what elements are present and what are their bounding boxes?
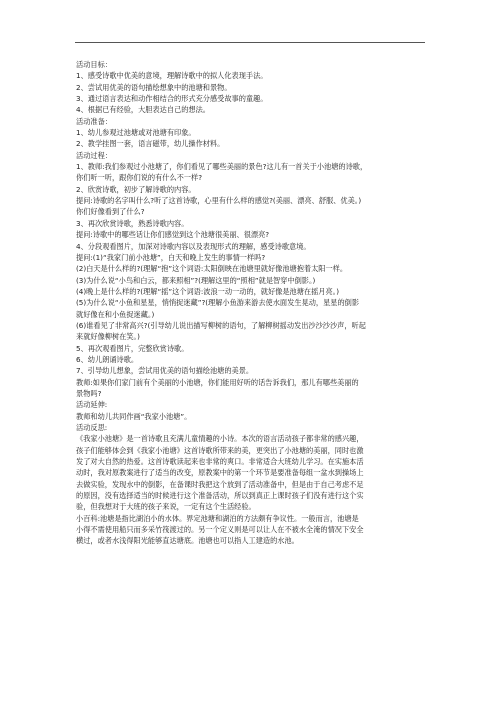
text-line: 活动准备： [76, 116, 112, 126]
text-line: 活动目标： [76, 60, 112, 69]
text-line: 发了对大自然的热爱。这首诗歌读起来也非常的爽口。非常适合大班幼儿学习。在实施本活 [76, 457, 364, 467]
text-line: (3)为什么说“小鸟和白云，都来照相”?(理解这里的“照相”就是智穿中倒影。) [76, 275, 316, 285]
document-body [76, 59, 428, 547]
text-line: 动时，我对原教案进行了适当的改变，原教案中的第一个环节是要准备每组一盆水到操场上 [76, 468, 364, 478]
text-line: 去做实验，发现水中的倒影，在备课时我把这个放到了活动准备中，但是由于自己考虑不足 [76, 479, 364, 489]
text-line: 小百科:池塘是指比湖泊小的水体。界定池塘和湖泊的方法颇有争议性。一般而言，池塘是 [76, 513, 359, 523]
text-line: 1、感受诗歌中优美的意境，理解诗歌中的拟人化表现手法。 [76, 71, 268, 81]
text-line: 横过，或者水浅得阳光能够直达塘底。池塘也可以指人工建造的水池。 [76, 536, 299, 546]
text-line: 4、根据已有经验，大胆表达自己的想法。 [76, 105, 210, 115]
text-line: 1、教师:我们参观过小池塘了，你们看见了哪些美丽的景色?这儿有一首关于小池塘的诗歌， [76, 162, 368, 172]
text-line: 的原因，没有选择适当的时候进行这个准备活动，所以到真正上课时孩子们没有进行这个实 [76, 491, 364, 501]
text-line: 教师和幼儿共同作画“我家小池塘”。 [76, 411, 192, 421]
text-line: 来就好像柳树在笑。) [76, 332, 140, 342]
text-line: 活动反思: [76, 423, 108, 432]
text-line: (5)为什么说“小鱼和星星，悄悄捉迷藏”?(理解小鱼游来游去使水面发生晃动，星星的倒影 [76, 298, 360, 308]
text-line: (4)晚上是什么样的?(理解“摇”这个词语:波浪一动一动的，就好像是池塘在摇月亮。) [76, 286, 340, 296]
text-line: 2、教学挂图一套，语言磁带，幼儿操作材料。 [76, 139, 225, 149]
text-line: 2、尝试用优美的语句描绘想象中的池塘和景物。 [76, 82, 232, 92]
text-line: 活动过程： [76, 150, 112, 160]
text-line: 提问:诗歌的名字叫什么?听了这首诗歌，心里有什么样的感觉?(美丽、漂亮、舒服、优美。) [76, 196, 362, 206]
text-line: 提问:(1)“我家门前小池塘”，白天和晚上发生的事情一样吗? [76, 252, 266, 262]
text-line: 5、再次观看图片，完整欣赏诗歌。 [76, 343, 189, 353]
text-line: 你们听一听，跟你们说的有什么不一样? [76, 173, 203, 183]
text-line: (6)谁看见了非常高兴?(引导幼儿说出描写柳树的语句，了解柳树摇动发出沙沙沙沙声，听起 [76, 320, 366, 330]
text-line: 活动延伸: [76, 400, 108, 410]
text-line: 3、通过语言表达和动作相结合的形式充分感受故事的童趣。 [76, 94, 268, 104]
text-line: 教师:如果你们家门前有个美丽的小池塘，你们能用好听的话告诉我们，那儿有哪些美丽的 [76, 377, 359, 387]
text-line: 4、分段观看图片，加深对诗歌内容以及表现形式的理解，感受诗歌意境。 [76, 241, 311, 251]
text-line: 6、幼儿朗诵诗歌。 [76, 354, 139, 364]
text-line: (2)白天是什么样的?(理解“抱”这个词语:太阳倒映在池塘里就好像池塘抱着太阳一样。 [76, 264, 348, 274]
text-line: 孩子们能够体会到《我家小池塘》这首诗歌所带来的美，更突出了小池塘的美丽，同时也激 [76, 445, 364, 455]
text-line: 你们好像看到了什么? [76, 207, 145, 217]
text-line: 《我家小池塘》是一首诗歌且充满儿童情趣的小诗。本次的语言活动孩子都非常的感兴趣， [76, 434, 364, 444]
text-line: 提问:诗歌中的哪些话让你们感觉到这个池塘很美丽、很漂亮? [76, 230, 270, 240]
text-line: 7、引导幼儿想象，尝试用优美的语句描绘池塘的美景。 [76, 366, 254, 376]
text-line: 验，但我想对于大班的孩子来说，一定有这个生活经验。 [76, 502, 256, 512]
text-line: 2、欣赏诗歌，初步了解诗歌的内容。 [76, 184, 196, 194]
text-line: 景物吗? [76, 388, 102, 398]
text-line: 3、再次欣赏诗歌，熟悉诗歌内容。 [76, 218, 189, 228]
header-rule [75, 42, 425, 43]
text-line: 1、幼儿参观过池塘或对池塘有印象。 [76, 128, 196, 138]
text-line: 小得不需使用船只而多采竹筏渡过的。另一个定义则是可以让人在不被水全淹的情况下安全 [76, 525, 364, 535]
text-line: 就好像在和小鱼捉迷藏。) [76, 309, 155, 319]
